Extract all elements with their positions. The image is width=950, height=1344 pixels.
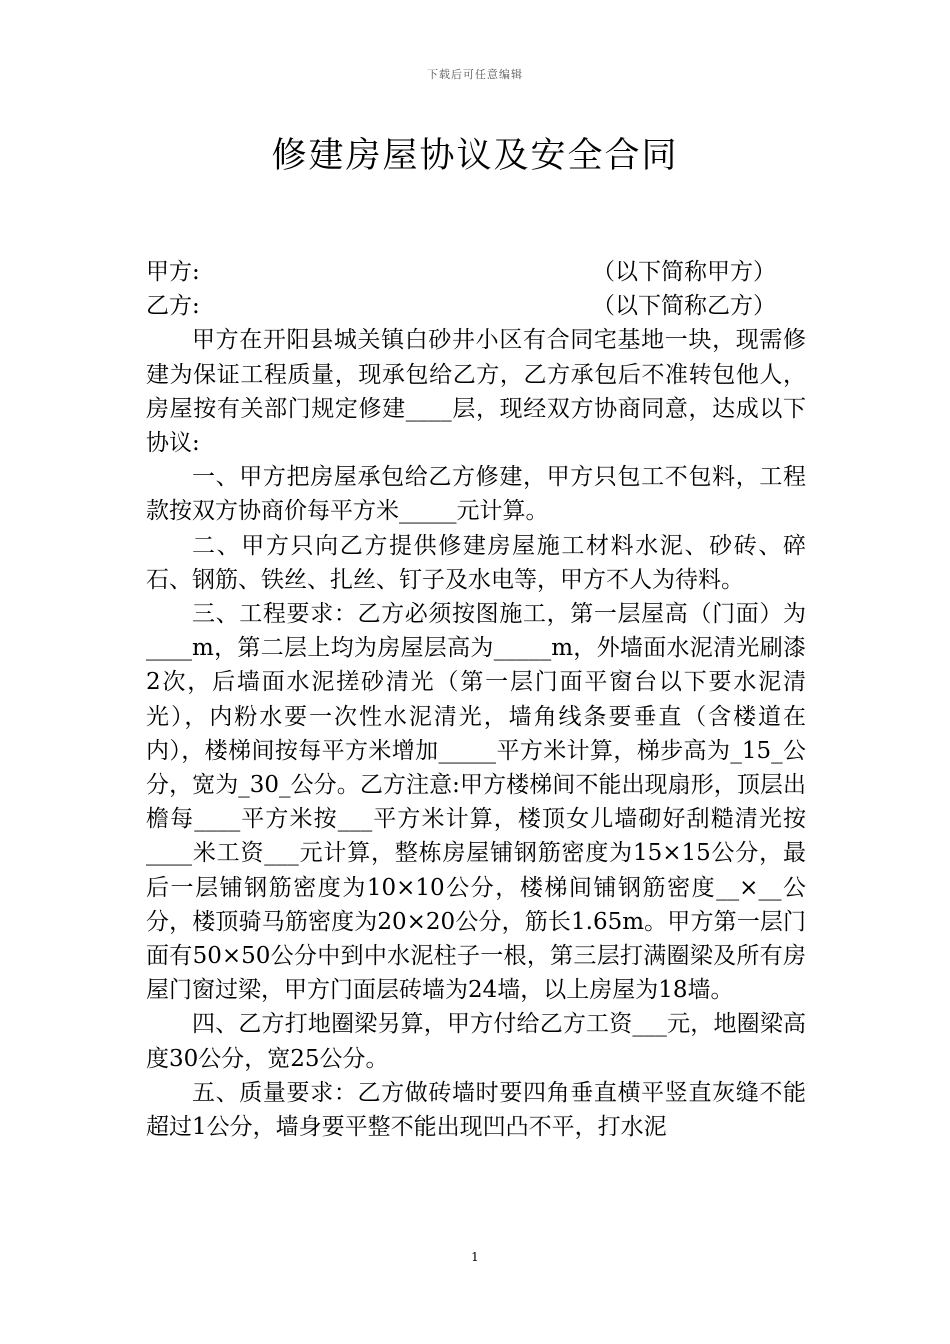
party-b-line (146, 289, 806, 323)
party-a-line (146, 255, 806, 289)
party-a-note: （以下简称甲方） (592, 259, 776, 285)
page-number: 1 (471, 1250, 479, 1264)
party-b-label: 乙方: (146, 293, 200, 320)
party-b-note: （以下简称乙方） (592, 293, 776, 320)
page-header: 下载后可任意编辑 (427, 68, 523, 81)
paragraph-clause-1: 一、甲方把房屋承包给乙方修建，甲方只包工不包料，工程款按双方协商价每平方米_____元计算。 (146, 464, 806, 525)
party-a-label: 甲方: (146, 259, 200, 285)
document-title: 修建房屋协议及安全合同 (271, 136, 679, 176)
document-body (146, 255, 806, 1144)
paragraph-clause-2: 二、甲方只向乙方提供修建房屋施工材料水泥、砂砖、碎石、钢筋、铁丝、扎丝、钉子及水电等，甲方不人为待料。 (146, 532, 806, 593)
paragraph-clause-3: 三、工程要求：乙方必须按图施工，第一层屋高（门面）为____m，第二层上均为房屋层高为_____m，外墙面水泥清光刷漆2次，后墙面水泥搓砂清光（第一层门面平窗台以下要水泥清光），内粉水要一次性水泥清光，墙角线条要垂直（含楼道在内），楼梯间按每平方米增加_____平方米计算，梯步高为_15_公分，宽为_30_公分。乙方注意:甲方楼梯间不能出现扇形，顶层出檐每____平方米按___平方米计算，楼顶女儿墙砌好刮糙清光按____米工资___元计算，整栋房屋铺钢筋密度为15×15公分，最后一层铺钢筋密度为10×10公分，楼梯间铺钢筋密度__×__公分，楼顶骑马筋密度为20×20公分，筋长1.65m。甲方第一层门面有50×50公分中到中水泥柱子一根，第三层打满圈梁及所有房屋门窗过梁，甲方门面层砖墙为24墙，以上房屋为18墙。 (146, 601, 806, 1004)
paragraph-clause-4: 四、乙方打地圈梁另算，甲方付给乙方工资___元，地圈梁高度30公分，宽25公分。 (146, 1011, 806, 1072)
paragraph-intro: 甲方在开阳县城关镇白砂井小区有合同宅基地一块，现需修建为保证工程质量，现承包给乙方，乙方承包后不准转包他人，房屋按有关部门规定修建____层，现经双方协商同意，达成以下协议: (146, 327, 806, 457)
paragraph-clause-5: 五、质量要求：乙方做砖墙时要四角垂直横平竖直灰缝不能超过1公分，墙身要平整不能出现凹凸不平，打水泥 (146, 1079, 806, 1141)
